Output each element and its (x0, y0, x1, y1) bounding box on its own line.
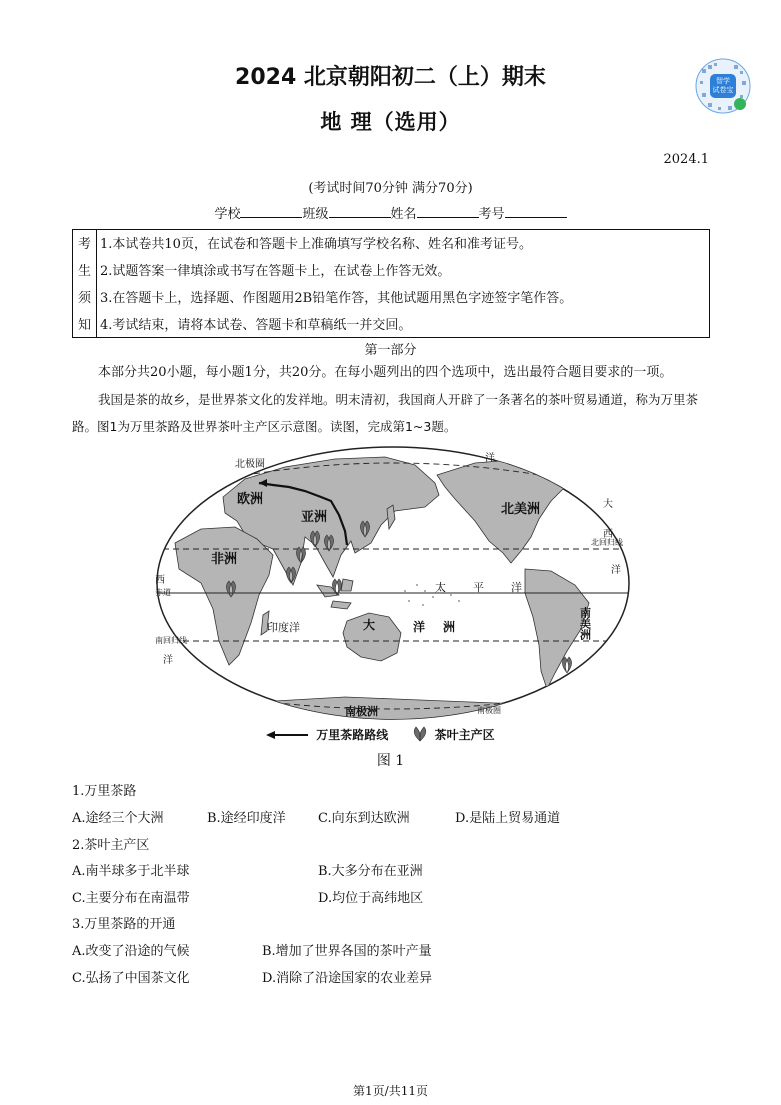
option-b[interactable]: B.增加了世界各国的茶叶产量 (262, 944, 432, 959)
option-c[interactable]: C.主要分布在南温带 (72, 891, 190, 906)
map-label: 西 (603, 529, 613, 540)
option-b[interactable]: B.大多分布在亚洲 (318, 864, 423, 879)
question-stem: 3.万里茶路的开通 (72, 917, 176, 932)
map-label: 南极洲 (345, 705, 378, 718)
notice-line: 1.本试卷共10页，在试卷和答题卡上准确填写学校名称、姓名和准考证号。 (100, 237, 532, 252)
notice-line: 4.考试结束，请将本试卷、答题卡和草稿纸一并交回。 (100, 318, 412, 333)
option-c[interactable]: C.向东到达欧洲 (318, 811, 410, 826)
map-label: 西 (155, 575, 165, 586)
notice-label (73, 230, 97, 337)
figure-caption: 图 1 (376, 753, 405, 769)
map-label: 大 (603, 499, 613, 510)
qr-text-1: 智学 (716, 77, 730, 85)
map-legend (266, 726, 495, 745)
page-title: 2024 北京朝阳初二（上）期末 (235, 65, 546, 90)
legend-route-label: 万里茶路路线 (316, 728, 389, 742)
map-label: 洋 (511, 581, 522, 594)
name-blank[interactable] (417, 204, 479, 218)
map-label: 洋 (413, 620, 426, 634)
map-label: 北极圈 (235, 459, 265, 470)
qr-text-2: 试卷宝 (712, 86, 734, 94)
map-label: 赤道 (155, 588, 171, 597)
option-a[interactable]: A.改变了沿途的气候 (72, 944, 190, 959)
map-label: 北回归线 (591, 538, 623, 547)
school-blank[interactable] (240, 204, 302, 218)
part-title: 第一部分 (364, 343, 417, 358)
map-label: 南回归线 (155, 636, 187, 645)
map-label: 大 (363, 618, 376, 632)
map-label: 洲 (443, 620, 456, 634)
name-label: 姓名 (390, 207, 417, 222)
map-label: 欧洲 (237, 492, 264, 507)
number-label: 考号 (478, 207, 505, 222)
notice-line: 2.试题答案一律填涂或书写在答题卡上，在试卷上作答无效。 (100, 264, 451, 279)
tea-leaf-icon (410, 726, 430, 745)
school-label: 学校 (214, 207, 241, 222)
option-d[interactable]: D.是陆上贸易通道 (455, 811, 561, 826)
notice-label-char: 知 (77, 318, 91, 333)
map-label: 非洲 (211, 552, 238, 567)
map-label: 南美洲 (578, 607, 592, 640)
option-c[interactable]: C.弘扬了中国茶文化 (72, 971, 190, 986)
map-label: 洋 (163, 655, 173, 666)
question-stem: 2.茶叶主产区 (72, 838, 150, 853)
option-d[interactable]: D.均位于高纬地区 (318, 891, 424, 906)
notice-box (72, 229, 710, 338)
option-b[interactable]: B.途经印度洋 (207, 811, 286, 826)
antarctica-shape (155, 697, 631, 720)
notice-label-char: 生 (77, 264, 91, 279)
map-label: 亚洲 (301, 510, 328, 525)
qr-code-logo (694, 57, 752, 115)
map-label: 印度洋 (267, 621, 300, 634)
option-a[interactable]: A.途经三个大洲 (72, 811, 164, 826)
student-info-line (0, 203, 781, 222)
notice-label-char: 须 (77, 291, 91, 306)
map-label: 平 (473, 581, 484, 594)
map-label: 南极圈 (477, 706, 501, 715)
passage: 我国是茶的故乡，是世界茶文化的发祥地。明末清初，我国商人开辟了一条著名的茶叶贸易通道，称为万里茶路。图1为万里茶路及世界茶叶主产区示意图。读图，完成第1~3题。 (72, 392, 699, 434)
page-subtitle: 地 理（选用） (320, 109, 461, 134)
class-blank[interactable] (329, 204, 391, 218)
route-arrow-icon (266, 729, 308, 743)
notice-line: 3.在答题卡上，选择题、作图题用2B铅笔作答，其他试题用黑色字迹签字笔作答。 (100, 291, 573, 306)
legend-tea-label: 茶叶主产区 (434, 728, 495, 742)
number-blank[interactable] (505, 204, 567, 218)
page-footer: 第1页/共11页 (353, 1084, 428, 1098)
option-d[interactable]: D.消除了沿途国家的农业差异 (262, 971, 433, 986)
part-instruction: 本部分共20小题，每小题1分，共20分。在每小题列出的四个选项中，选出最符合题目要求的一项。 (98, 365, 673, 380)
question-stem: 1.万里茶路 (72, 784, 137, 799)
exam-info: (考试时间70分钟 满分70分) (308, 181, 473, 196)
map-label: 北美洲 (501, 502, 541, 517)
option-a[interactable]: A.南半球多于北半球 (72, 864, 190, 879)
class-label: 班级 (302, 207, 329, 222)
notice-label-char: 考 (77, 237, 91, 252)
world-map-figure (155, 445, 631, 720)
map-label: 洋 (485, 453, 495, 464)
map-label: 太 (435, 581, 446, 594)
map-label: 洋 (611, 565, 621, 576)
exam-date: 2024.1 (663, 152, 709, 167)
